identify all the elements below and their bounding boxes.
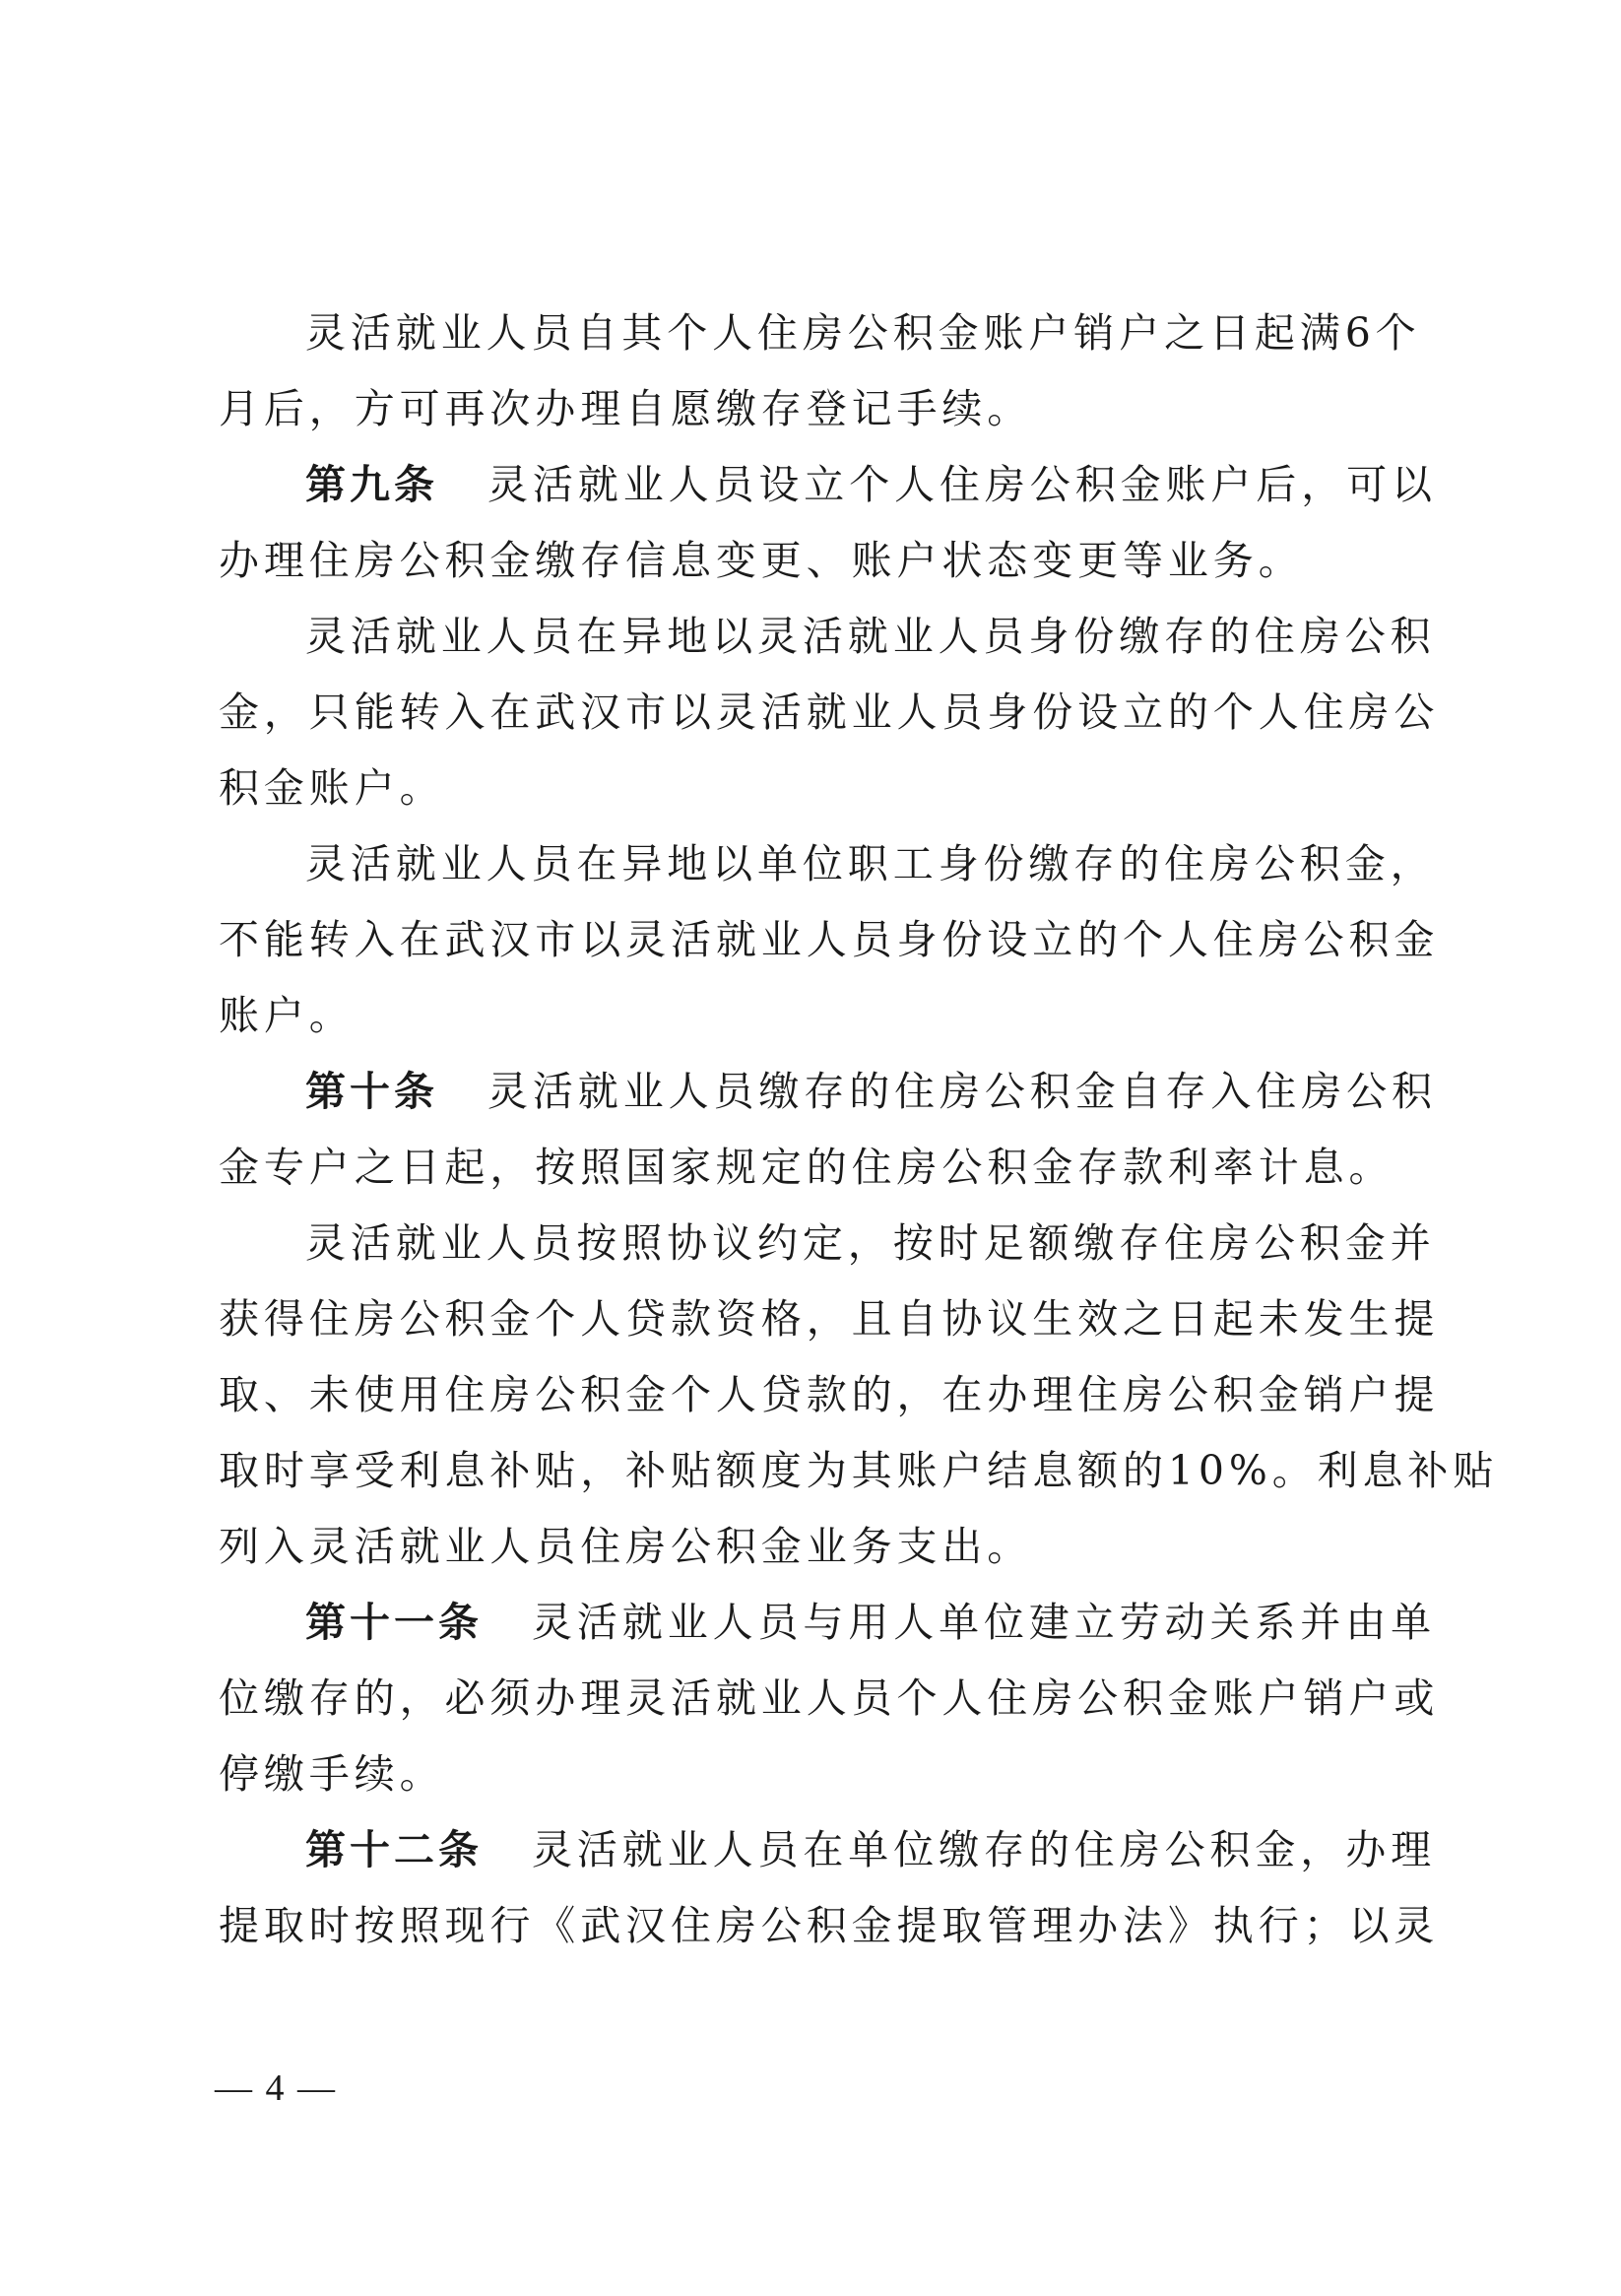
line-text: 灵活就业人员在单位缴存的住房公积金，办理 — [532, 1826, 1436, 1873]
line-text: 灵活就业人员按照协议约定，按时足额缴存住房公积金并 — [305, 1219, 1436, 1267]
line-text: 提取时按照现行《武汉住房公积金提取管理办法》执行；以灵 — [219, 1902, 1440, 1949]
line-text: 灵活就业人员在异地以单位职工身份缴存的住房公积金， — [305, 840, 1436, 887]
paragraph-line — [219, 379, 1418, 438]
paragraph-line — [219, 1517, 1418, 1576]
paragraph-line — [219, 531, 1418, 590]
article-10-heading-line — [305, 1062, 1437, 1121]
article-12-title: 第十二条 — [305, 1826, 483, 1873]
line-text: 取时享受利息补贴，补贴额度为其账户结息额的10%。利息补贴 — [219, 1447, 1499, 1494]
line-text: 取、未使用住房公积金个人贷款的，在办理住房公积金销户提 — [219, 1371, 1440, 1418]
line-text: 灵活就业人员自其个人住房公积金账户销户之日起满6个 — [305, 309, 1421, 357]
article-9-title: 第九条 — [305, 461, 438, 508]
paragraph-line — [219, 1289, 1440, 1348]
paragraph-line — [219, 1669, 1440, 1728]
paragraph-line — [219, 1441, 1499, 1500]
paragraph-line — [305, 303, 1421, 362]
paragraph-line — [219, 910, 1440, 969]
paragraph-line — [305, 1214, 1436, 1273]
paragraph-line — [219, 986, 1418, 1045]
line-text: 积金账户。 — [219, 764, 445, 812]
article-10-title: 第十条 — [305, 1068, 438, 1115]
line-text: 位缴存的，必须办理灵活就业人员个人住房公积金账户销户或 — [219, 1674, 1440, 1722]
article-12-heading-line — [305, 1820, 1436, 1879]
line-text: 不能转入在武汉市以灵活就业人员身份设立的个人住房公积金 — [219, 916, 1440, 963]
article-11-heading-line — [305, 1593, 1436, 1652]
paragraph-line — [219, 1896, 1440, 1955]
paragraph-line — [305, 834, 1436, 893]
line-text: 灵活就业人员在异地以灵活就业人员身份缴存的住房公积 — [305, 613, 1436, 660]
line-text: 获得住房公积金个人贷款资格，且自协议生效之日起未发生提 — [219, 1295, 1440, 1343]
article-9-heading-line — [305, 455, 1437, 514]
page-number: — 4 — — [215, 2067, 337, 2109]
line-text: 办理住房公积金缴存信息变更、账户状态变更等业务。 — [219, 537, 1304, 584]
paragraph-line — [305, 607, 1436, 666]
paragraph-line — [219, 1744, 1418, 1804]
article-11-title: 第十一条 — [305, 1599, 483, 1646]
paragraph-line — [219, 1365, 1440, 1424]
line-text: 金，只能转入在武汉市以灵活就业人员身份设立的个人住房公 — [219, 689, 1440, 736]
line-text: 月后，方可再次办理自愿缴存登记手续。 — [219, 385, 1033, 432]
line-text: 停缴手续。 — [219, 1750, 445, 1798]
line-text: 灵活就业人员与用人单位建立劳动关系并由单 — [532, 1599, 1436, 1646]
paragraph-line — [219, 758, 1418, 818]
paragraph-line — [219, 683, 1440, 742]
line-text: 账户。 — [219, 992, 355, 1039]
line-text: 灵活就业人员设立个人住房公积金账户后，可以 — [487, 461, 1437, 508]
paragraph-line — [219, 1138, 1418, 1197]
line-text: 列入灵活就业人员住房公积金业务支出。 — [219, 1523, 1033, 1570]
line-text: 灵活就业人员缴存的住房公积金自存入住房公积 — [487, 1068, 1437, 1115]
line-text: 金专户之日起，按照国家规定的住房公积金存款利率计息。 — [219, 1144, 1394, 1191]
